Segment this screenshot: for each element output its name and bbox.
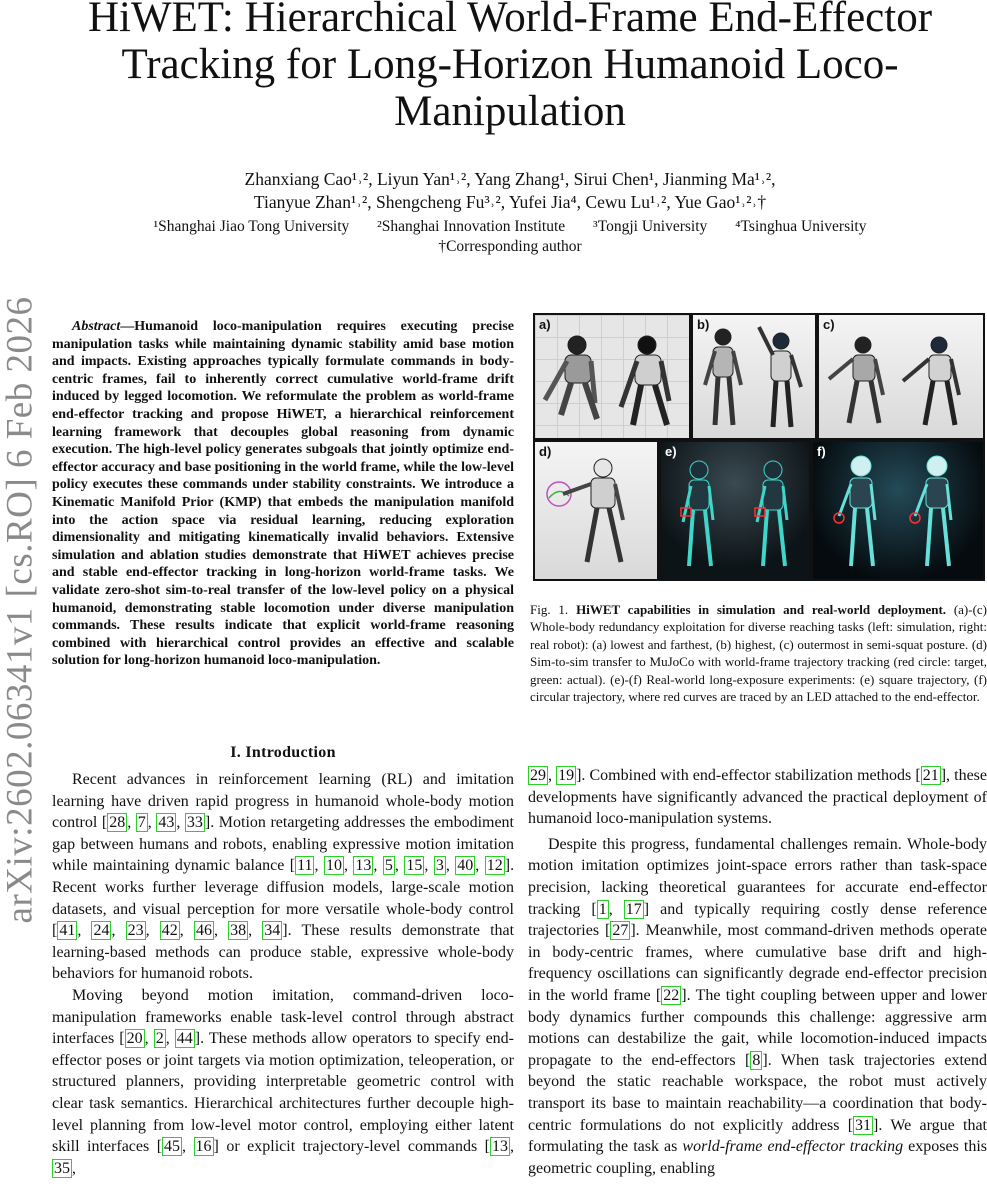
arxiv-sidebar xyxy=(0,260,40,960)
citation-link[interactable]: 41 xyxy=(59,922,76,940)
caption-label: Fig. 1. xyxy=(530,602,569,617)
paper-title: HiWET: Hierarchical World-Frame End-Effector Tracking for Long-Horizon Humanoid Loco-Manipulation xyxy=(87,0,933,135)
citation-link[interactable]: 40 xyxy=(457,857,474,875)
citation-link[interactable]: 33 xyxy=(186,814,203,832)
figure-panel-c xyxy=(817,313,985,440)
citation-link[interactable]: 15 xyxy=(406,857,423,875)
intro-left-column xyxy=(52,769,514,1179)
citation-link[interactable]: 5 xyxy=(384,857,393,875)
citation-link[interactable]: 3 xyxy=(435,857,444,875)
robot-illustration-b xyxy=(693,315,815,438)
affiliation-4: ⁴Tsinghua University xyxy=(735,218,867,235)
citation-link[interactable]: 23 xyxy=(127,922,144,940)
intro-paragraph-2: Moving beyond motion imitation, command-driven loco-manipulation frameworks enable task-level control through abstract interfaces [ 20 , 2 , 44 ]. These methods allow operators to specify end-effector poses or joint targets via motion optimization, teleoperation, or structured planners, providing interpretable geometric control with clear task semantics. Hierarchical architectures further decouple high-level planning from low-level motor control, employing either latent skill interfaces [ 45 , 16 ] or explicit trajectory-level commands [ 13 , 35 , xyxy=(52,986,514,1177)
citation-link[interactable]: 8 xyxy=(752,1051,761,1069)
intro-right-column xyxy=(528,765,987,1179)
citation-link[interactable]: 16 xyxy=(195,1138,212,1156)
robot-illustration-c xyxy=(819,315,983,438)
caption-title: HiWET capabilities in simulation and real-world deployment. xyxy=(576,602,947,617)
authors-line-1: Zhanxiang Cao¹˒², Liyun Yan¹˒², Yang Zhang¹, Sirui Chen¹, Jianming Ma¹˒², xyxy=(244,169,776,189)
intro-paragraph-1: Recent advances in reinforcement learning (RL) and imitation learning have driven rapid progress in humanoid whole-body motion control [ 28 , 7 , 43 , 33 ]. Motion retargeting addresses the embodiment gap between humans and robots, enabling expressive motion imitation while maintaining dynamic balance [ 11 , 10 , 13 , 5 , 15 , 3 , 40 , 12 ]. Recent works further leverage diffusion models, large-scale motion datasets, and visual perception for more versatile whole-body control [ 41 , 24 , 23 , 42 , 46 , 38 , 34 ]. These results demonstrate that learning-based methods can produce stable, expressive whole-body behaviors for humanoid robots. xyxy=(52,771,515,983)
citation-link[interactable]: 28 xyxy=(109,814,126,832)
citation-link[interactable]: 35 xyxy=(54,1159,70,1177)
citation-link[interactable]: 17 xyxy=(625,900,642,918)
paragraph-text: exposes this geometric coupling, enabling xyxy=(528,1138,987,1177)
paragraph-text: ]. Combined with end-effector stabilization methods [ xyxy=(576,767,921,784)
caption-text: (a)-(c) Whole-body redundancy exploitation for diverse reaching tasks (left: simulation, right: real robot): (a) lowest and farthest, (b) highest, (c) outermost in semi-squat posture. (d) Sim-to-sim transfer to MuJoCo with world-frame trajectory tracking (red circle: target, green: actual). (e)-(f) Real-world long-exposure experiments: (e) square trajectory, (f) circular trajectory, where red curves are traced by an LED attached to the end-effector. xyxy=(530,602,987,705)
paragraph-text: ] and typically requiring costly dense reference trajectories [ xyxy=(528,900,987,940)
paragraph-text: ], these developments have significantly advanced the practical deployment of humanoid loco-manipulation systems. xyxy=(528,767,987,828)
panel-label-a: a) xyxy=(539,317,551,332)
citation-link[interactable]: 19 xyxy=(558,767,575,784)
paragraph-text: ]. These results demonstrate that learning-based methods can produce stable, expressive whole-body behaviors for humanoid robots. xyxy=(52,922,515,983)
citation-link[interactable]: 44 xyxy=(176,1030,193,1048)
paragraph-text: ] or explicit trajectory-level commands [ xyxy=(213,1138,490,1156)
citation-link[interactable]: 43 xyxy=(158,814,175,832)
paragraph-text: ]. Meanwhile, most command-driven methods operate in body-centric frames, where cumulative base drift and high-frequency oscillations can significantly degrade end-effector precision in the world frame [ xyxy=(528,922,987,1004)
robot-illustration-f xyxy=(813,442,983,579)
citation-link[interactable]: 27 xyxy=(612,922,629,940)
panel-label-b: b) xyxy=(697,317,710,332)
citation-link[interactable]: 42 xyxy=(161,922,178,940)
robot-illustration-d xyxy=(535,442,657,579)
citation-link[interactable]: 29 xyxy=(530,767,546,784)
citation-link[interactable]: 11 xyxy=(297,857,313,875)
citation-link[interactable]: 34 xyxy=(264,922,281,940)
emphasized-text: world-frame end-effector tracking xyxy=(682,1138,904,1156)
section-heading-introduction: I. Introduction xyxy=(230,744,336,761)
citation-link[interactable]: 1 xyxy=(598,900,607,918)
authors-line-2: Tianyue Zhan¹˒², Shengcheng Fu³˒², Yufei Jia⁴, Cewu Lu¹˒², Yue Gao¹˒²˒† xyxy=(253,192,767,212)
affiliations xyxy=(60,215,960,238)
citation-link[interactable]: 12 xyxy=(486,857,503,875)
paragraph-text: ]. When task trajectories extend beyond the static reachable workspace, the robot must actively transport its base to maintain reachability—a coordination that body-centric formulations do not explicitly address [ xyxy=(528,1051,987,1134)
paragraph-text: ]. These methods allow operators to specify end-effector poses or joint targets via motion optimization, teleoperation, or structured planners, providing interpretable geometric control with clear task semantics. Hierarchical architectures further decouple high-level planning from low-level motor control, employing either latent skill interfaces [ xyxy=(52,1030,514,1156)
figure-caption xyxy=(530,601,987,705)
robot-illustration-e xyxy=(661,442,809,579)
citation-link[interactable]: 10 xyxy=(325,857,342,875)
citation-link[interactable]: 38 xyxy=(230,922,247,940)
paragraph-text: Recent advances in reinforcement learning (RL) and imitation learning have driven rapid progress in humanoid whole-body motion control [ xyxy=(52,771,514,832)
panel-label-f: f) xyxy=(817,444,826,459)
paragraph-text: Despite this progress, fundamental challenges remain. Whole-body motion imitation optimizes joint-space errors rather than task-space precision, lacking theoretical guarantees for accurate end-effector tracking [ xyxy=(528,835,987,918)
citation-link[interactable]: 13 xyxy=(492,1138,508,1156)
panel-label-c: c) xyxy=(823,317,835,332)
citation-link[interactable]: 46 xyxy=(195,922,212,940)
affiliation-1: ¹Shanghai Jiao Tong University xyxy=(153,218,350,235)
abstract xyxy=(52,318,514,670)
citation-link[interactable]: 21 xyxy=(922,767,939,784)
figure-panel-e xyxy=(659,440,811,581)
citation-link[interactable]: 31 xyxy=(855,1116,872,1134)
citation-link[interactable]: 7 xyxy=(137,814,146,832)
paragraph-text: ]. Motion retargeting addresses the embodiment gap between humans and robots, enabling expressive motion imitation while maintaining dynamic balance [ xyxy=(52,814,515,875)
citation-link[interactable]: 22 xyxy=(663,986,680,1004)
paragraph-text: ]. We argue that formulating the task as xyxy=(528,1116,987,1156)
citation-link[interactable]: 45 xyxy=(164,1138,181,1156)
citation-link[interactable]: 2 xyxy=(155,1030,164,1048)
affiliation-3: ³Tongji University xyxy=(593,218,708,235)
citation-link[interactable]: 13 xyxy=(355,857,372,875)
author-list xyxy=(60,168,960,214)
abstract-text: —Humanoid loco-manipulation requires executing precise manipulation tasks while maintaining dynamic stability amid base motion and impacts. Existing approaches typically formulate commands in body-centric frames, fail to inherently correct cumulative world-frame drift induced by legged locomotion. We reformulate the problem as world-frame end-effector tracking and propose HiWET, a hierarchical reinforcement learning framework that decouples global reasoning from dynamic execution. The high-level policy generates subgoals that jointly optimize end-effector accuracy and base positioning in the world frame, while the low-level policy executes these commands under stability constraints. We introduce a Kinematic Manifold Prior (KMP) that embeds the manipulation manifold into the action space via residual learning, reducing exploration dimensionality and mitigating kinematically invalid behaviors. Extensive simulation and ablation studies demonstrate that HiWET achieves precise and stable end-effector tracking in long-horizon world-frame tasks. We validate zero-shot sim-to-real transfer of the low-level policy on a physical humanoid, demonstrating stable locomotion under diverse manipulation commands. These results indicate that explicit world-frame reasoning combined with hierarchical control provides an effective and scalable solution for long-horizon humanoid loco-manipulation. xyxy=(52,319,514,669)
citation-link[interactable]: 20 xyxy=(126,1030,143,1048)
robot-illustration-a xyxy=(535,315,689,438)
paragraph-text: Moving beyond motion imitation, command-driven loco-manipulation frameworks enable task-level control through abstract interfaces [ xyxy=(52,986,514,1048)
figure-panel-b xyxy=(691,313,817,440)
intro-paragraph-2-continued: 29 , 19 ]. Combined with end-effector stabilization methods [ 21 ], these developments have significantly advanced the practical deployment of humanoid loco-manipulation systems. xyxy=(528,767,987,828)
arxiv-identifier: arXiv:2602.06341v1 [cs.RO] 6 Feb 2026 xyxy=(0,296,41,924)
paragraph-text: ]. Recent works further leverage diffusion models, large-scale motion datasets, and visual perception for more versatile whole-body control [ xyxy=(52,857,515,940)
corresponding-author-note: †Corresponding author xyxy=(438,238,582,255)
intro-paragraph-3: Despite this progress, fundamental challenges remain. Whole-body motion imitation optimizes joint-space errors rather than task-space precision, lacking theoretical guarantees for accurate end-effector tracking [ 1 , 17 ] and typically requiring costly dense reference trajectories [ 27 ]. Meanwhile, most command-driven methods operate in body-centric frames, where cumulative base drift and high-frequency oscillations can significantly degrade end-effector precision in the world frame [ 22 ]. The tight coupling between upper and lower body dynamics further compounds this challenge: aggressive arm motions can destabilize the gait, while locomotion-induced impacts propagate to the end-effectors [ 8 ]. When task trajectories extend beyond the static reachable workspace, the robot must actively transport its base to maintain reachability—a coordination that body-centric formulations do not explicitly address [ 31 ]. We argue that formulating the task as world-frame end-effector tracking exposes this geometric coupling, enabling xyxy=(528,835,987,1177)
figure-1 xyxy=(533,313,985,581)
affiliation-2: ²Shanghai Innovation Institute xyxy=(377,218,566,235)
panel-label-d: d) xyxy=(539,444,552,459)
paragraph-text: ]. The tight coupling between upper and lower body dynamics further compounds this challenge: aggressive arm motions can destabilize the gait, while locomotion-induced impacts propagate to the end-effectors [ xyxy=(528,986,987,1069)
panel-label-e: e) xyxy=(665,444,677,459)
citation-link[interactable]: 24 xyxy=(93,922,110,940)
figure-panel-d xyxy=(533,440,659,581)
figure-panel-a xyxy=(533,313,691,440)
abstract-lead: Abstract xyxy=(72,319,121,334)
figure-panel-f xyxy=(811,440,985,581)
